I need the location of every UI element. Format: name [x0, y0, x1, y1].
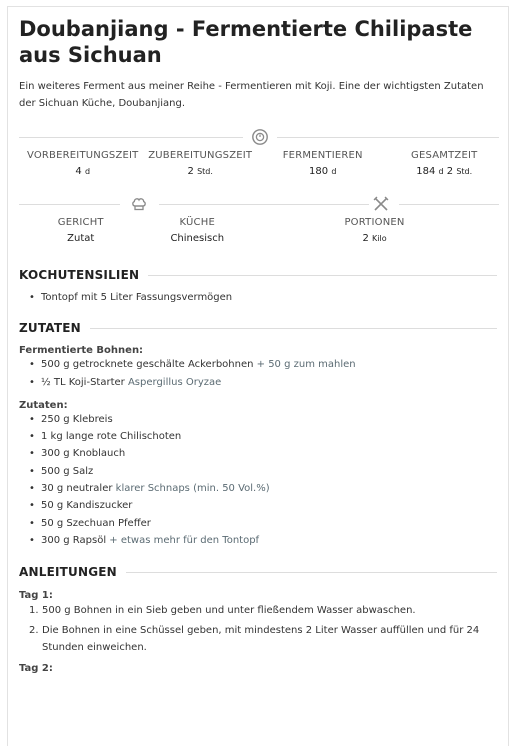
section-title-instructions: ANLEITUNGEN	[19, 565, 117, 580]
list-item: • 500 g getrocknete geschälte Ackerbohnen + 50 g zum mahlen	[19, 356, 497, 373]
times-divider	[19, 127, 497, 147]
recipe-title: Doubanjiang - Fermentierte Chilipaste aus Sichuan	[19, 17, 473, 67]
details-block	[19, 194, 497, 244]
detail-servings: PORTIONEN 2 Kilo	[344, 217, 405, 244]
section-title-ingredients: ZUTATEN	[19, 321, 81, 336]
instruction-group-title: Tag 1:	[19, 590, 53, 602]
time-total: GESAMTZEIT 184 d 2 Std.	[411, 150, 478, 177]
timer-icon	[250, 127, 270, 147]
times-block	[19, 127, 497, 177]
list-item: • 1 kg lange rote Chilischoten	[19, 428, 497, 445]
list-item: • 300 g Knoblauch	[19, 445, 497, 462]
list-item: • Tontopf mit 5 Liter Fassungsvermögen	[19, 289, 497, 306]
ingredients-section	[19, 321, 497, 549]
time-ferment: FERMENTIEREN 180 d	[282, 150, 363, 177]
ingredient-group-title: Zutaten:	[19, 399, 68, 411]
times-row	[19, 147, 497, 177]
detail-course: GERICHT Zutat	[57, 217, 104, 244]
detail-cuisine: KÜCHE Chinesisch	[170, 217, 225, 244]
cutlery-icon	[371, 194, 391, 214]
recipe-summary: Ein weiteres Ferment aus meiner Reihe - Fermentieren mit Koji. Eine der wichtigsten Zutaten der Sichuan Küche, Doubanjiang.	[19, 81, 484, 109]
list-item: • 50 g Szechuan Pfeffer	[19, 515, 497, 532]
time-cook: ZUBEREITUNGSZEIT 2 Std.	[148, 150, 253, 177]
instructions-section	[19, 565, 497, 674]
instruction-step: 1. 500 g Bohnen in ein Sieb geben und unter fließendem Wasser abwaschen.	[29, 605, 416, 617]
list-item: • 300 g Rapsöl + etwas mehr für den Tontopf	[19, 532, 497, 549]
chef-hat-icon	[129, 194, 149, 214]
instruction-group-title: Tag 2:	[19, 662, 53, 674]
section-title-equipment: KOCHUTENSILIEN	[19, 268, 140, 282]
details-row	[19, 214, 497, 244]
equipment-section	[19, 268, 497, 306]
ingredient-group-title: Fermentierte Bohnen:	[19, 345, 144, 357]
list-item: • ½ TL Koji-Starter Aspergillus Oryzae	[19, 374, 497, 391]
list-item: • 500 g Salz	[19, 463, 497, 480]
recipe-card	[7, 6, 509, 746]
list-item: • 50 g Kandiszucker	[19, 497, 497, 514]
details-divider	[19, 194, 497, 214]
instruction-step: 2. Die Bohnen in eine Schüssel geben, mit mindestens 2 Liter Wasser auffüllen und für 24 Stunden einweichen.	[29, 624, 480, 654]
time-prep: VORBEREITUNGSZEIT 4 d	[26, 150, 139, 177]
list-item: • 30 g neutraler klarer Schnaps (min. 50 Vol.%)	[19, 480, 497, 497]
list-item: • 250 g Klebreis	[19, 411, 497, 428]
